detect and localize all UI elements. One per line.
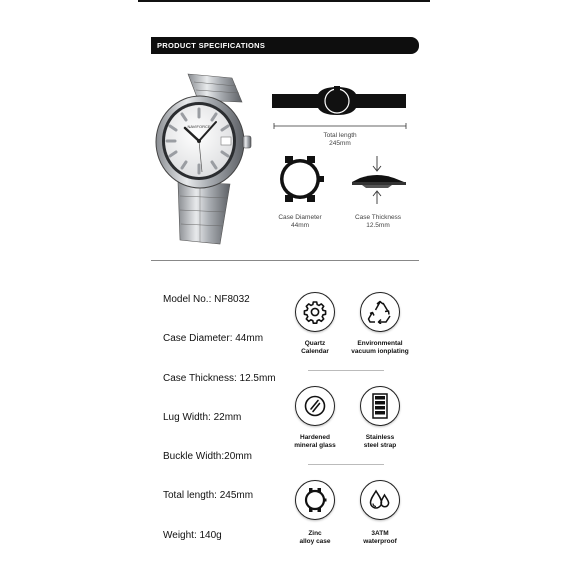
case-thickness-value: 12.5mm bbox=[366, 222, 390, 229]
case-diameter-label: Case Diameter bbox=[278, 214, 322, 221]
top-rule bbox=[138, 0, 430, 2]
watch-image bbox=[150, 72, 255, 247]
total-length-diagram bbox=[270, 84, 415, 134]
feature-label-environmental bbox=[340, 340, 420, 356]
feature-line1: Zinc bbox=[308, 530, 322, 537]
feature-divider bbox=[308, 370, 384, 371]
feature-line1: Stainless bbox=[365, 434, 395, 441]
feature-line1: Environmental bbox=[357, 340, 403, 347]
total-length-value: 245mm bbox=[329, 140, 351, 147]
case-thickness-label: Case Thickness bbox=[354, 214, 402, 221]
case-thickness-diagram bbox=[350, 154, 410, 206]
strap-icon bbox=[370, 393, 390, 419]
feature-line2: waterproof bbox=[363, 538, 397, 545]
feature-line1: Quartz bbox=[304, 340, 326, 347]
feature-line2: mineral glass bbox=[294, 442, 336, 449]
feature-divider bbox=[308, 464, 384, 465]
feature-label-strap bbox=[340, 434, 420, 450]
feature-line2: steel strap bbox=[363, 442, 397, 449]
feature-environmental bbox=[360, 292, 400, 332]
feature-label-waterproof bbox=[340, 530, 420, 546]
feature-quartz-calendar bbox=[295, 292, 335, 332]
case-diameter-value: 44mm bbox=[290, 222, 310, 229]
gear-icon bbox=[303, 300, 327, 324]
feature-line2: vacuum ionplating bbox=[351, 348, 409, 355]
feature-waterproof bbox=[360, 480, 400, 520]
watch-case-icon bbox=[303, 487, 327, 513]
feature-line2: Calendar bbox=[301, 348, 329, 355]
glass-icon bbox=[303, 394, 327, 418]
watch-brand-text: NAVIFORCE bbox=[187, 124, 211, 129]
feature-zinc-alloy bbox=[295, 480, 335, 520]
spec-total-length: Total length: 245mm bbox=[163, 490, 254, 501]
water-drop-icon bbox=[367, 488, 393, 512]
section-title-banner: PRODUCT SPECIFICATIONS bbox=[151, 37, 419, 54]
feature-mineral-glass bbox=[295, 386, 335, 426]
recycle-icon bbox=[367, 300, 393, 324]
case-thickness-caption bbox=[348, 214, 408, 230]
spec-case-diameter: Case Diameter: 44mm bbox=[163, 333, 264, 344]
section-divider bbox=[151, 260, 419, 261]
feature-line2: alloy case bbox=[299, 538, 331, 545]
case-diameter-diagram bbox=[274, 154, 330, 206]
feature-line1: 3ATM bbox=[371, 530, 389, 537]
case-diameter-caption bbox=[270, 214, 330, 230]
feature-steel-strap bbox=[360, 386, 400, 426]
spec-weight: Weight: 140g bbox=[163, 530, 222, 541]
spec-model: Model No.: NF8032 bbox=[163, 294, 250, 305]
spec-buckle-width: Buckle Width:20mm bbox=[163, 451, 252, 462]
total-length-label: Total length bbox=[323, 132, 357, 139]
total-length-caption bbox=[310, 132, 370, 148]
spec-case-thickness: Case Thickness: 12.5mm bbox=[163, 373, 276, 384]
feature-line1: Hardened bbox=[300, 434, 330, 441]
spec-lug-width: Lug Width: 22mm bbox=[163, 412, 242, 423]
